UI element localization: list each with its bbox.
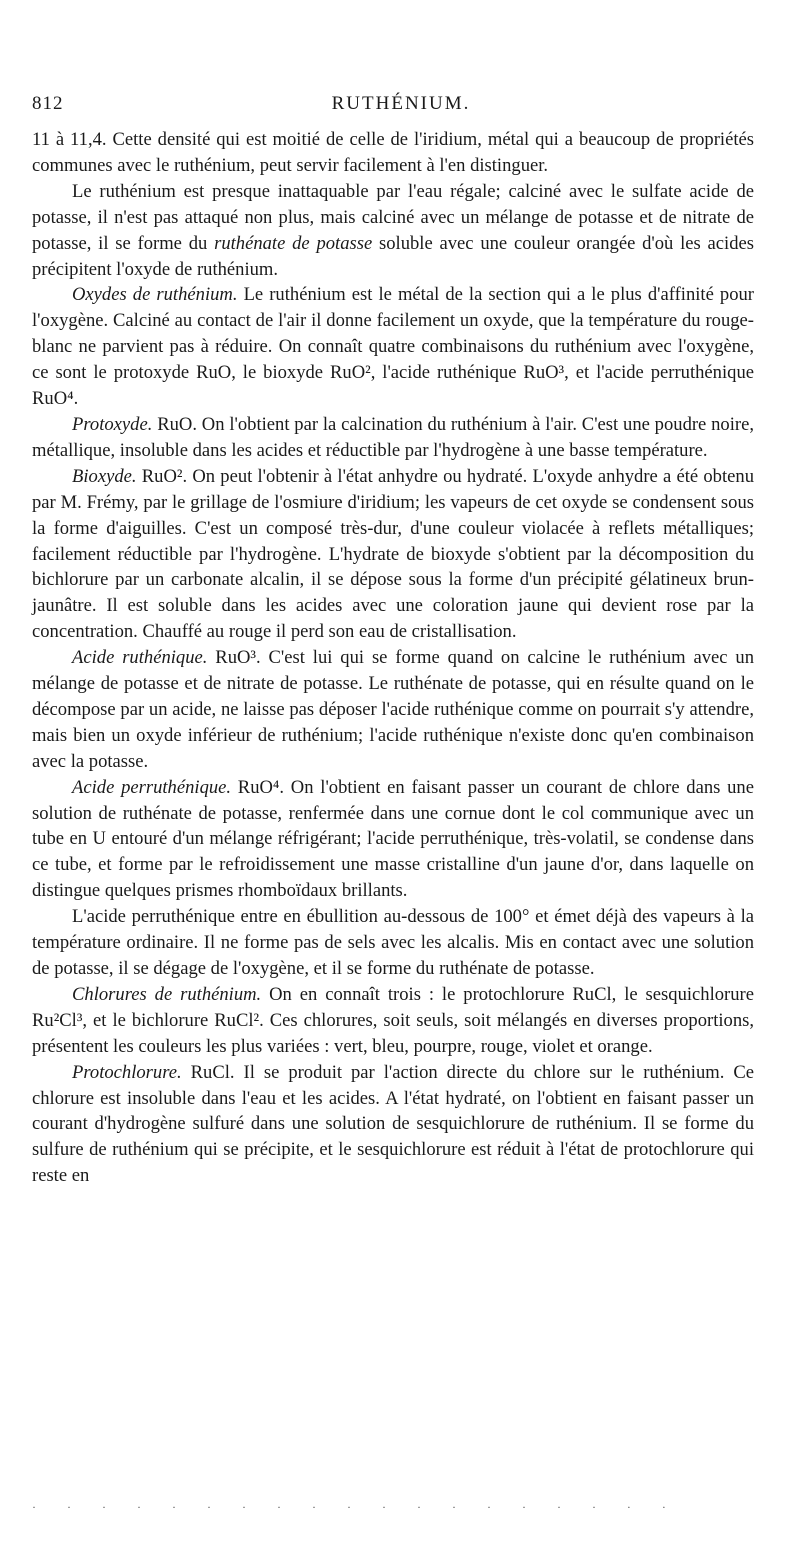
paragraph-text: RuO⁴. On l'obtient en faisant passer un courant de chlore dans une solution de ruthénate de potasse, renfermée dans une cornue dont le col communique avec un tube en U entouré d'un mélange réfrigérant; l'acide perruthénique, très-volatil, se condense dans ce tube, et forme par le refroidissement une masse cristalline d'un jaune d'or, dans laquelle on distingue quelques prismes rhomboïdaux brillants. [32,776,754,902]
section-heading: Bioxyde. [72,465,137,487]
page-number: 812 [32,93,64,114]
section-heading: Oxydes de ruthénium. [72,284,238,306]
body-text [32,127,754,1189]
paragraph-protochlorure [32,1060,754,1190]
section-heading: Acide perruthénique. [72,776,232,798]
paragraph-acide-perruthenique [32,775,754,905]
paragraph-protoxyde [32,412,754,464]
paragraph-text: 11 à 11,4. Cette densité qui est moitié de celle de l'iridium, métal qui a beaucoup de propriétés communes avec le ruthénium, peut servir facilement à l'en distinguer. [32,129,754,176]
paragraph-text: RuO³. C'est lui qui se forme quand on calcine le ruthénium avec un mélange de potasse et de nitrate de potasse. Le ruthénate de potasse, qui en résulte quand on le décompose par un acide, ne laisse pas déposer l'acide ruthénique comme on pourrait s'y attendre, mais bien un oxyde inférieur de ruthénium; l'acide ruthénique n'existe donc qu'en combinaison avec la potasse. [32,647,754,772]
bottom-scan-speckles: · · · · · · · · · · · · · · · · · · · [32,1500,680,1514]
running-title: RUTHÉNIUM. [331,93,471,114]
paragraph-oxydes [32,282,754,412]
paragraph-text: RuO. On l'obtient par la calcination du ruthénium à l'air. C'est une poudre noire, métallique, insoluble dans les acides et réductible par l'hydrogène à une basse température. [32,413,754,461]
paragraph-text: L'acide perruthénique entre en ébullition au-dessous de 100° et émet déjà des vapeurs à la température ordinaire. Il ne forme pas de sels avec les alcalis. Mis en contact avec une solution de potasse, il se dégage de l'oxygène, et il se forme du ruthénate de potasse. [32,906,754,979]
page-header [32,93,770,117]
paragraph-ebullition [32,904,754,982]
section-heading: Chlorures de ruthénium. [72,983,262,1005]
paragraph-text: Le ruthénium est presque inattaquable par l'eau régale; calciné avec le sulfate acide de potasse, il n'est pas attaqué non plus, mais calciné avec un mélange de potasse et de nitrate de potasse, il se forme du [32,180,754,254]
paragraph-text: RuO². On peut l'obtenir à l'état anhydre ou hydraté. L'oxyde anhydre a été obtenu par M. Frémy, par le grillage de l'osmiure d'iridium; les vapeurs de cet oxyde se condensent sous la forme d'aiguilles. C'est un composé très-dur, d'une couleur violacée à reflets métalliques; facilement réductible par l'hydrogène. L'hydrate de bioxyde s'obtient par la décomposition du bichlorure par un carbonate alcalin, il se dépose sous la forme d'un précipité gélatineux brun-jaunâtre. Il est soluble dans les acides avec une coloration jaune qui devient rose par la concentration. Chauffé au rouge il perd son eau de cristallisation. [32,465,754,643]
paragraph-bioxyde [32,464,754,645]
section-heading: Protoxyde. [72,413,153,435]
paragraph-chlorures [32,982,754,1060]
section-heading: Acide ruthénique. [72,647,208,669]
paragraph-density [32,127,754,179]
paragraph-text: Le ruthénium est le métal de la section qui a le plus d'affinité pour l'oxygène. Calciné au contact de l'air il donne facilement un oxyde, que la température du rouge-blanc ne parvient pas à réduire. On connaît quatre combinaisons du ruthénium avec l'oxygène, ce sont le protoxyde RuO, le bioxyde RuO², l'acide ruthénique RuO³, et l'acide perruthénique RuO⁴. [32,284,754,410]
section-heading: Protochlorure. [72,1061,182,1083]
paragraph-attack [32,179,754,283]
paragraph-text: RuCl. Il se produit par l'action directe du chlore sur le ruthénium. Ce chlorure est insoluble dans l'eau et les acides. A l'état hydraté, on l'obtient en faisant passer un courant d'hydrogène sulfuré dans une solution de sesquichlorure de ruthénium. Il se forme du sulfure de ruthénium qui se précipite, et le sesquichlorure est réduit à l'état de protochlorure qui reste en [32,1061,754,1187]
emphasis-term: ruthénate de potasse [214,232,373,254]
paragraph-text-after: soluble avec une couleur orangée d'où les acides précipitent l'oxyde de ruthénium. [32,232,754,280]
paragraph-acide-ruthenique [32,645,754,775]
paragraph-text: On en connaît trois : le protochlorure RuCl, le sesquichlorure Ru²Cl³, et le bichlorure RuCl². Ces chlorures, soit seuls, soit mélangés en diverses proportions, présentent les couleurs les plus variées : vert, bleu, pourpre, rouge, violet et orange. [32,983,754,1057]
